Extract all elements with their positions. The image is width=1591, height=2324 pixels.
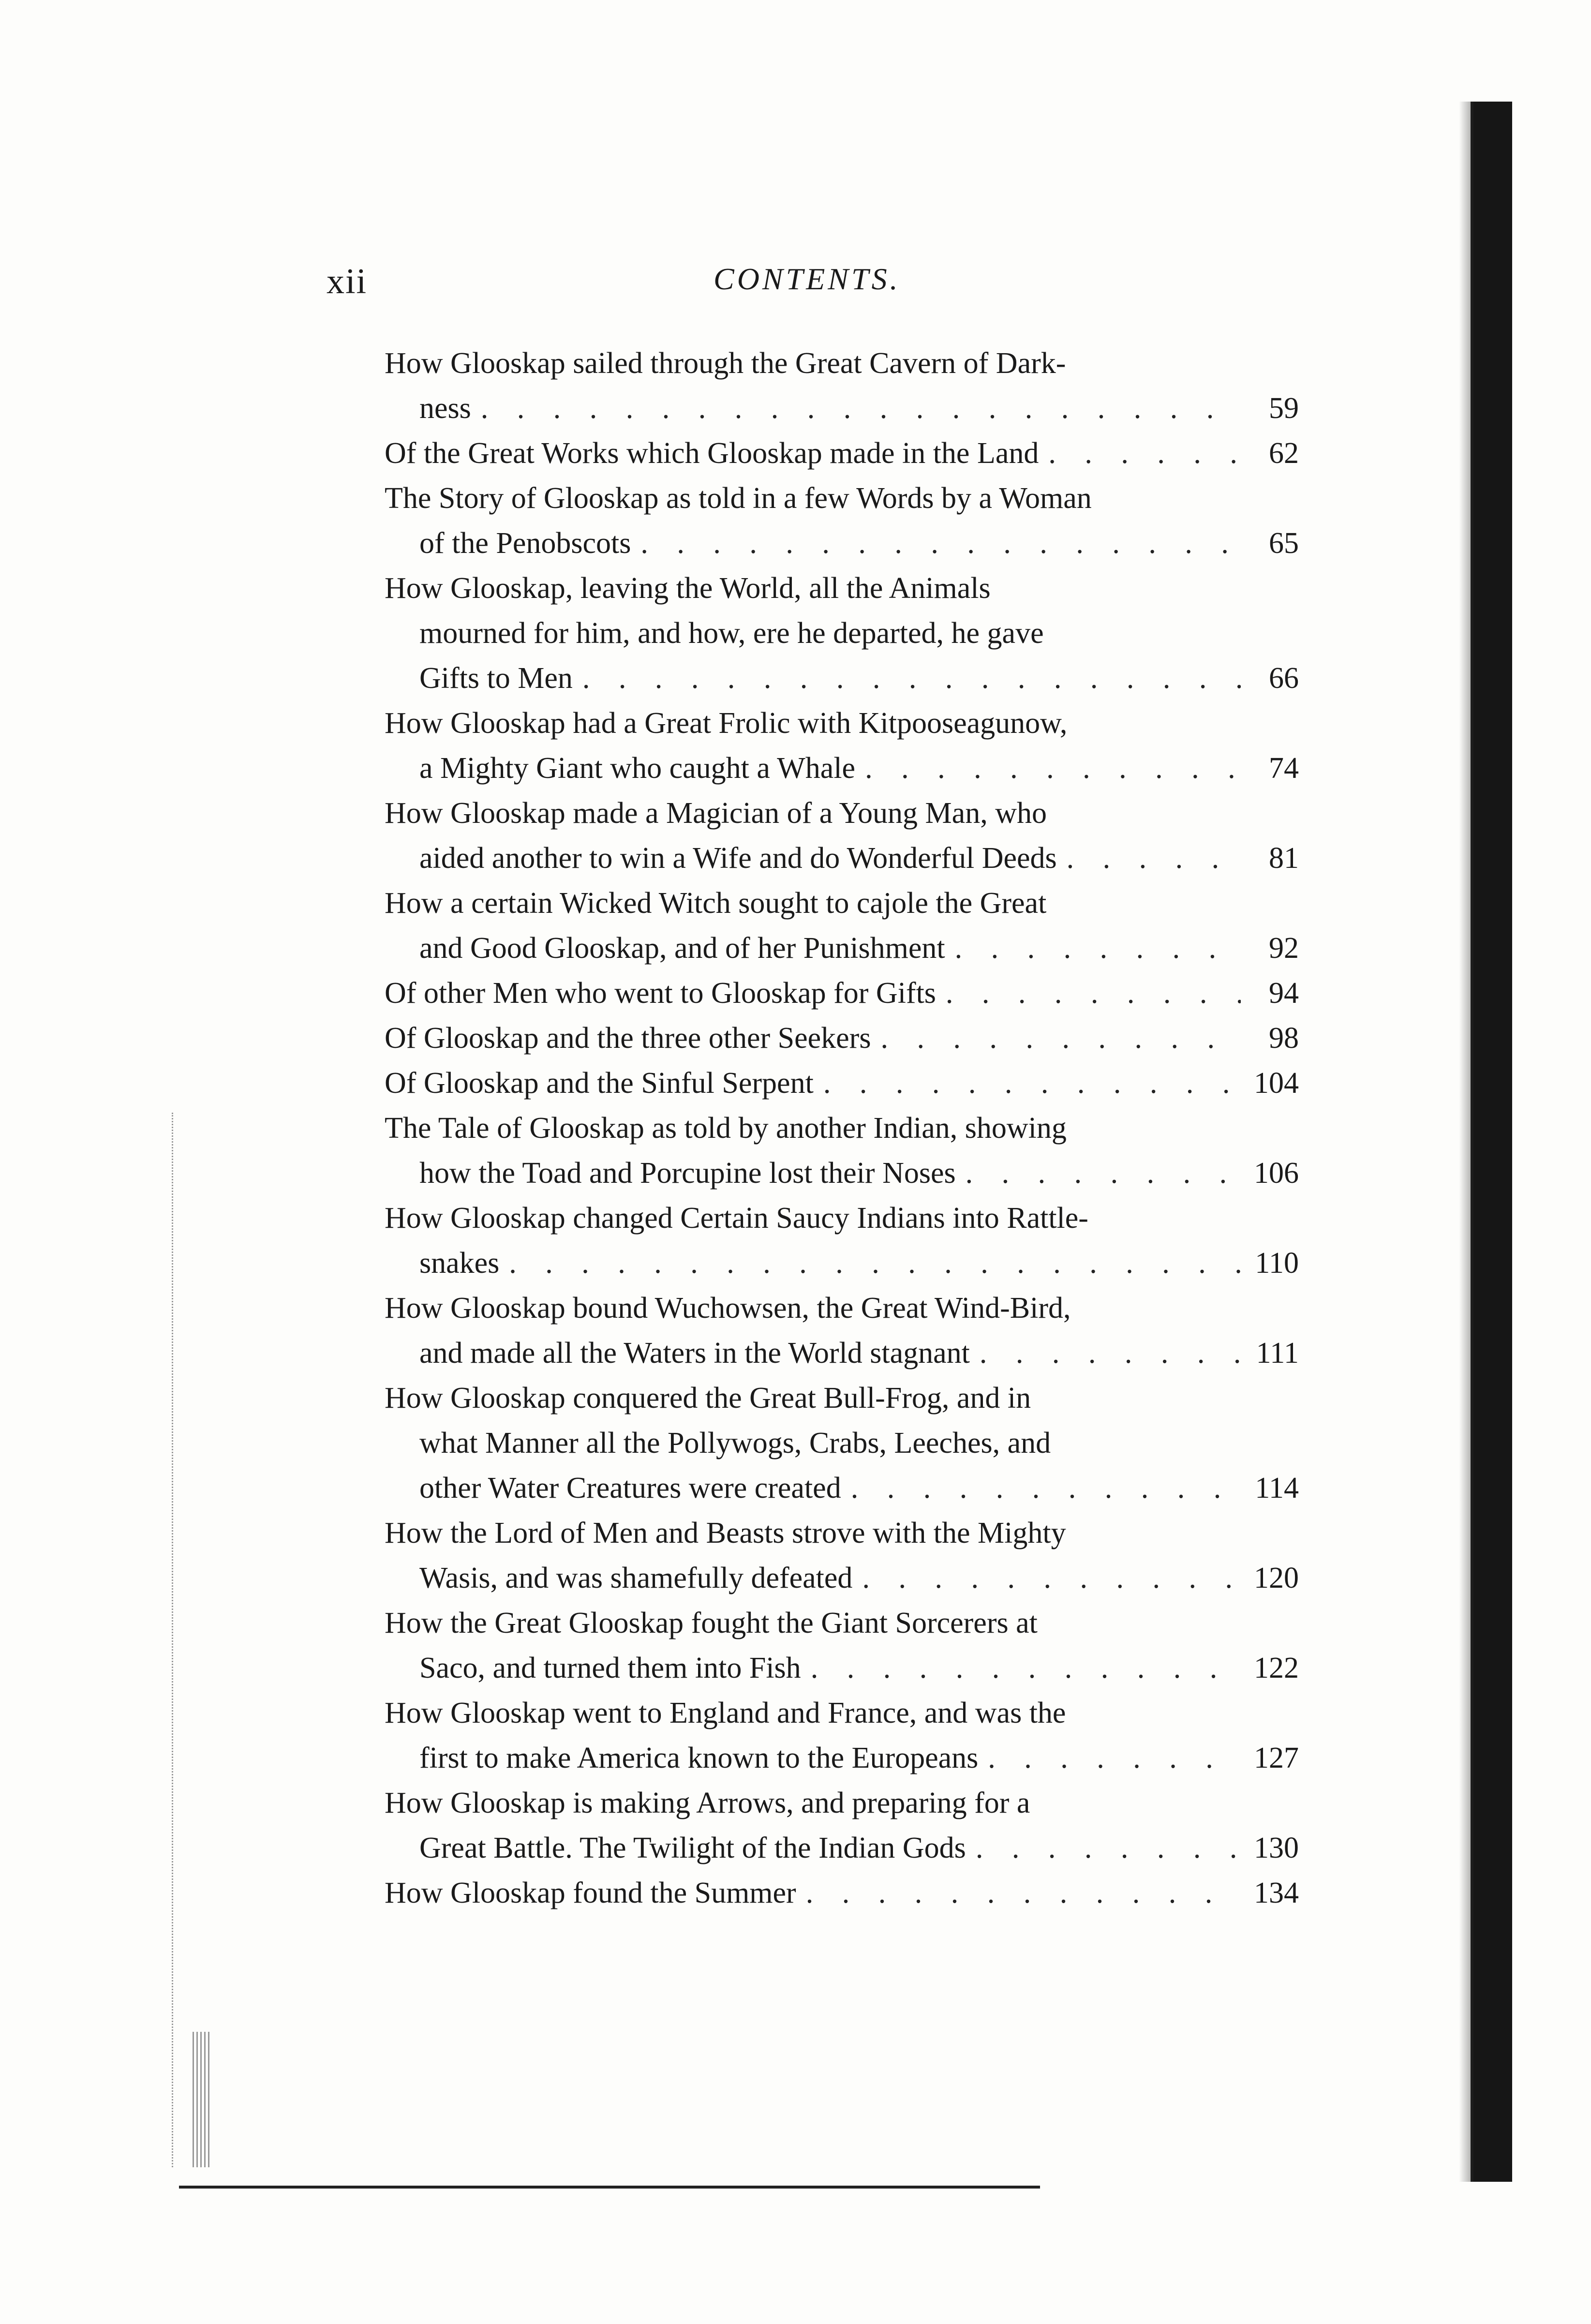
toc-entry-continuation-line xyxy=(385,611,1299,656)
toc-entry-title: How Glooskap found the Summer xyxy=(385,1877,796,1909)
toc-page-number: 98 xyxy=(1269,1022,1299,1055)
dot-leader xyxy=(481,386,1241,431)
toc-entry-line xyxy=(385,1511,1299,1556)
toc-entry-title: Of Glooskap and the three other Seekers xyxy=(385,1022,871,1055)
table-of-contents xyxy=(385,341,1299,1916)
toc-entry-title: Wasis, and was shamefully defeated xyxy=(419,1562,853,1594)
toc-entry-title: How Glooskap had a Great Frolic with Kitpooseagunow, xyxy=(385,707,1068,740)
dot-leader xyxy=(880,1016,1241,1061)
toc-entry-line xyxy=(385,476,1299,521)
toc-entry-title: snakes xyxy=(419,1247,500,1280)
toc-entry-title: of the Penobscots xyxy=(419,527,631,560)
toc-page-number: 127 xyxy=(1254,1742,1299,1774)
toc-page-number: 106 xyxy=(1254,1157,1299,1190)
toc-entry-continuation-line xyxy=(385,1241,1299,1286)
toc-entry xyxy=(385,1196,1299,1286)
toc-entry-continuation-line xyxy=(385,1151,1299,1196)
toc-entry-line xyxy=(385,881,1299,926)
toc-entry-title: How a certain Wicked Witch sought to cajole the Great xyxy=(385,887,1047,920)
toc-entry-line xyxy=(385,1601,1299,1646)
toc-entry xyxy=(385,1781,1299,1871)
toc-entry-title: first to make America known to the Europeans xyxy=(419,1742,979,1774)
dot-leader xyxy=(806,1871,1241,1916)
toc-page-number: 65 xyxy=(1269,527,1299,560)
dot-leader xyxy=(980,1331,1241,1376)
toc-entry-continuation-line xyxy=(385,1556,1299,1601)
dot-leader xyxy=(851,1466,1241,1511)
toc-entry-title: Great Battle. The Twilight of the Indian Gods xyxy=(419,1832,966,1864)
toc-entry xyxy=(385,1286,1299,1376)
toc-entry-title: How Glooskap conquered the Great Bull-Frog, and in xyxy=(385,1382,1031,1415)
toc-entry-line xyxy=(385,1691,1299,1736)
dot-leader xyxy=(582,656,1241,701)
dot-leader xyxy=(946,971,1241,1016)
toc-entry-line xyxy=(385,1871,1299,1916)
dot-leader xyxy=(976,1826,1241,1871)
toc-entry-line xyxy=(385,1196,1299,1241)
toc-page-number: 122 xyxy=(1254,1652,1299,1684)
dot-leader xyxy=(988,1736,1241,1781)
toc-entry-title: How the Great Glooskap fought the Giant Sorcerers at xyxy=(385,1607,1038,1639)
dot-leader xyxy=(1067,836,1241,881)
toc-page-number: 81 xyxy=(1269,842,1299,875)
toc-page-number: 94 xyxy=(1269,977,1299,1010)
toc-entry-line xyxy=(385,1106,1299,1151)
toc-entry-line xyxy=(385,1376,1299,1421)
toc-entry-title: aided another to win a Wife and do Wonderful Deeds xyxy=(419,842,1057,875)
dot-leader xyxy=(823,1061,1241,1106)
toc-page-number: 92 xyxy=(1269,932,1299,965)
toc-entry xyxy=(385,1106,1299,1196)
toc-entry-line xyxy=(385,1061,1299,1106)
toc-entry xyxy=(385,1871,1299,1916)
toc-entry-line xyxy=(385,1286,1299,1331)
toc-entry-line xyxy=(385,1016,1299,1061)
toc-entry xyxy=(385,1511,1299,1601)
scan-margin-marks xyxy=(172,1113,226,2167)
toc-entry-line xyxy=(385,341,1299,386)
book-spine-shadow xyxy=(1471,102,1512,2182)
toc-entry-line xyxy=(385,1781,1299,1826)
dot-leader xyxy=(865,746,1241,791)
toc-page-number: 120 xyxy=(1254,1562,1299,1594)
toc-entry-continuation-line xyxy=(385,1331,1299,1376)
toc-page-number: 111 xyxy=(1256,1337,1299,1370)
toc-entry-title: Of other Men who went to Glooskap for Gifts xyxy=(385,977,936,1010)
toc-entry-continuation-line xyxy=(385,926,1299,971)
toc-entry-line xyxy=(385,701,1299,746)
toc-entry-continuation-line xyxy=(385,521,1299,566)
toc-entry-line xyxy=(385,971,1299,1016)
page-header xyxy=(327,261,1299,310)
toc-entry-line xyxy=(385,431,1299,476)
toc-entry-continuation-line xyxy=(385,1466,1299,1511)
toc-entry-continuation-line xyxy=(385,656,1299,701)
toc-entry xyxy=(385,701,1299,791)
toc-entry-continuation-line xyxy=(385,1826,1299,1871)
toc-entry xyxy=(385,1376,1299,1511)
toc-page-number: 130 xyxy=(1254,1832,1299,1864)
toc-entry-title: The Story of Glooskap as told in a few Words by a Woman xyxy=(385,482,1092,515)
toc-entry-continuation-line xyxy=(385,1736,1299,1781)
toc-entry-continuation-line xyxy=(385,386,1299,431)
toc-entry-continuation-line xyxy=(385,746,1299,791)
toc-entry-title: ness xyxy=(419,392,471,425)
toc-entry-title: and made all the Waters in the World stagnant xyxy=(419,1337,970,1370)
toc-entry xyxy=(385,431,1299,476)
toc-entry xyxy=(385,1061,1299,1106)
toc-page-number: 110 xyxy=(1255,1247,1299,1280)
toc-entry-title: what Manner all the Pollywogs, Crabs, Leeches, and xyxy=(419,1427,1051,1460)
dot-leader xyxy=(966,1151,1241,1196)
toc-entry-title: other Water Creatures were created xyxy=(419,1472,841,1505)
toc-page-number: 62 xyxy=(1269,437,1299,470)
toc-entry-title: How Glooskap made a Magician of a Young Man, who xyxy=(385,797,1047,830)
toc-entry-title: How Glooskap sailed through the Great Cavern of Dark- xyxy=(385,347,1066,380)
toc-entry xyxy=(385,1601,1299,1691)
toc-page-number: 114 xyxy=(1255,1472,1299,1505)
dot-leader xyxy=(1048,431,1241,476)
toc-page-number: 134 xyxy=(1254,1877,1299,1909)
toc-entry-title: Of Glooskap and the Sinful Serpent xyxy=(385,1067,814,1100)
page-folio: xii xyxy=(327,262,368,301)
dot-leader xyxy=(811,1646,1241,1691)
toc-entry-title: Of the Great Works which Glooskap made in the Land xyxy=(385,437,1039,470)
toc-entry xyxy=(385,476,1299,566)
dot-leader xyxy=(509,1241,1241,1286)
toc-entry-continuation-line xyxy=(385,836,1299,881)
dot-leader xyxy=(640,521,1241,566)
toc-entry-title: How Glooskap, leaving the World, all the Animals xyxy=(385,572,991,605)
toc-page-number: 66 xyxy=(1269,662,1299,695)
toc-entry-title: how the Toad and Porcupine lost their Noses xyxy=(419,1157,956,1190)
toc-entry xyxy=(385,971,1299,1016)
toc-entry-title: mourned for him, and how, ere he departed, he gave xyxy=(419,617,1044,650)
toc-entry xyxy=(385,566,1299,701)
toc-entry xyxy=(385,1691,1299,1781)
toc-entry-title: a Mighty Giant who caught a Whale xyxy=(419,752,856,785)
toc-entry xyxy=(385,341,1299,431)
toc-entry-continuation-line xyxy=(385,1421,1299,1466)
toc-entry xyxy=(385,1016,1299,1061)
toc-entry-title: How Glooskap went to England and France, and was the xyxy=(385,1697,1066,1729)
toc-entry-title: How Glooskap bound Wuchowsen, the Great Wind-Bird, xyxy=(385,1292,1071,1325)
toc-entry xyxy=(385,791,1299,881)
toc-page-number: 59 xyxy=(1269,392,1299,425)
dot-leader xyxy=(862,1556,1241,1601)
toc-entry-title: Saco, and turned them into Fish xyxy=(419,1652,801,1684)
bottom-rule xyxy=(179,2186,1040,2189)
toc-entry-line xyxy=(385,566,1299,611)
toc-page-number: 74 xyxy=(1269,752,1299,785)
toc-entry-title: and Good Glooskap, and of her Punishment xyxy=(419,932,945,965)
running-head: CONTENTS. xyxy=(714,262,901,296)
toc-entry-line xyxy=(385,791,1299,836)
toc-entry-title: How the Lord of Men and Beasts strove with the Mighty xyxy=(385,1517,1066,1549)
toc-entry-title: The Tale of Glooskap as told by another Indian, showing xyxy=(385,1112,1067,1145)
toc-page-number: 104 xyxy=(1254,1067,1299,1100)
toc-entry-title: How Glooskap is making Arrows, and preparing for a xyxy=(385,1787,1030,1819)
toc-entry xyxy=(385,881,1299,971)
toc-entry-continuation-line xyxy=(385,1646,1299,1691)
dot-leader xyxy=(955,926,1241,971)
toc-entry-title: Gifts to Men xyxy=(419,662,573,695)
toc-entry-title: How Glooskap changed Certain Saucy Indians into Rattle- xyxy=(385,1202,1088,1235)
